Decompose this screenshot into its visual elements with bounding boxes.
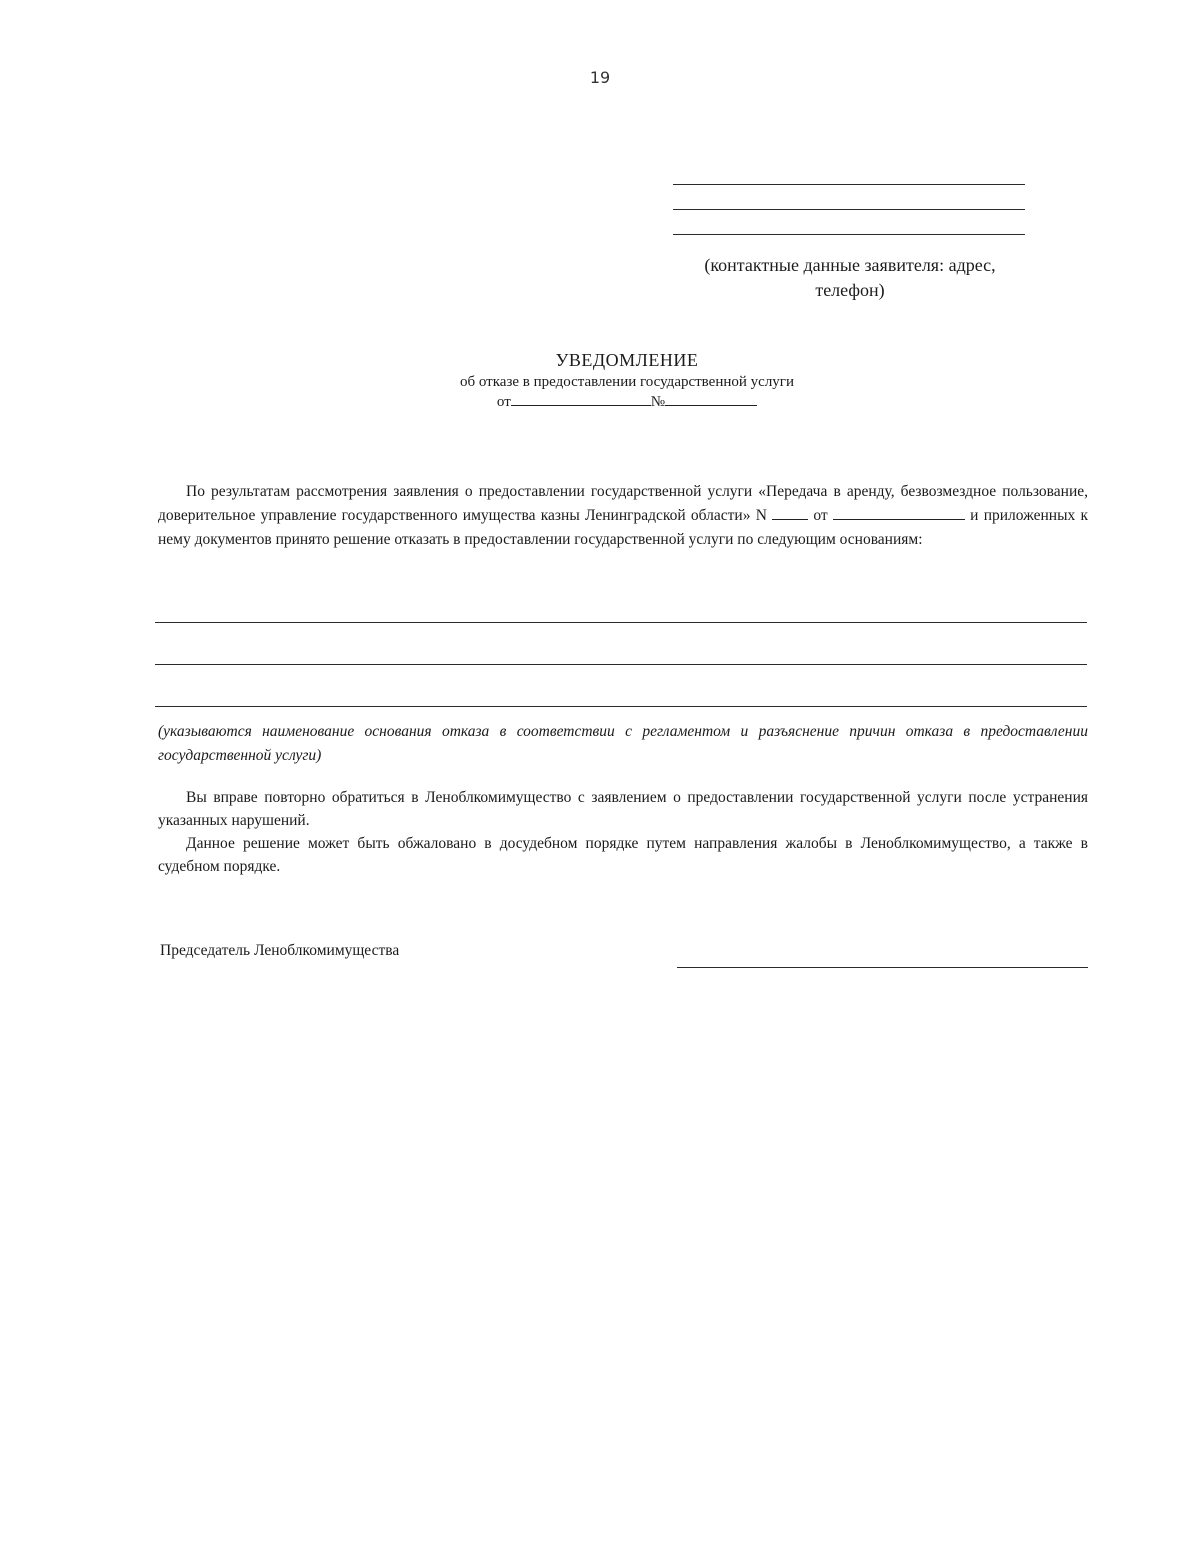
page-number: 19 — [589, 68, 611, 87]
date-prefix: от — [496, 394, 511, 410]
signature-blank-line — [677, 967, 1088, 968]
decision-text-part-2: и приложенных к нему документов принято решение отказать в предоставлении государственной услуги по следующим основаниям: — [158, 507, 1089, 548]
application-date-blank — [833, 518, 965, 520]
application-number-blank — [772, 518, 808, 520]
number-blank — [665, 404, 757, 406]
reason-blank-line — [155, 706, 1087, 707]
decision-text-from: от — [813, 507, 828, 524]
date-blank — [511, 404, 651, 406]
contact-blank-line — [673, 209, 1025, 210]
notice-header — [0, 348, 1200, 412]
appeal-paragraph: Данное решение может быть обжаловано в досудебном порядке путем направления жалобы в Леноблкомимущество, а также в судебном порядке. — [158, 835, 1088, 875]
number-sign: № — [650, 394, 666, 410]
contact-caption-line-2: телефон) — [815, 280, 885, 300]
signatory-title: Председатель Леноблкомимущества — [160, 942, 400, 959]
contact-caption-line-1: (контактные данные заявителя: адрес, — [704, 255, 996, 275]
applicant-contact-block — [665, 168, 1035, 303]
decision-text-part-1: По результатам рассмотрения заявления о предоставлении государственной услуги «Передача в аренду, безвозмездное пользование, доверительное управление государственного имущества казны Ленинградской области» N — [158, 483, 1088, 524]
decision-paragraph — [158, 480, 1088, 552]
contact-caption — [665, 253, 1035, 303]
notice-subtitle: об отказе в предоставлении государственной услуги — [459, 374, 794, 390]
repeat-application-paragraph: Вы вправе повторно обратиться в Леноблкомимущество с заявлением о предоставлении государственной услуги после устранения указанных нарушений. — [158, 789, 1088, 829]
contact-blank-line — [673, 234, 1025, 235]
reason-hint: (указываются наименование основания отказа в соответствии с регламентом и разъяснение причин отказа в предоставлении государственной услуги) — [158, 723, 1088, 764]
notice-title: УВЕДОМЛЕНИЕ — [555, 350, 699, 370]
reason-blank-line — [155, 622, 1087, 623]
contact-blank-line — [673, 184, 1025, 185]
notice-date-number — [0, 392, 1200, 412]
reason-blank-line — [155, 664, 1087, 665]
